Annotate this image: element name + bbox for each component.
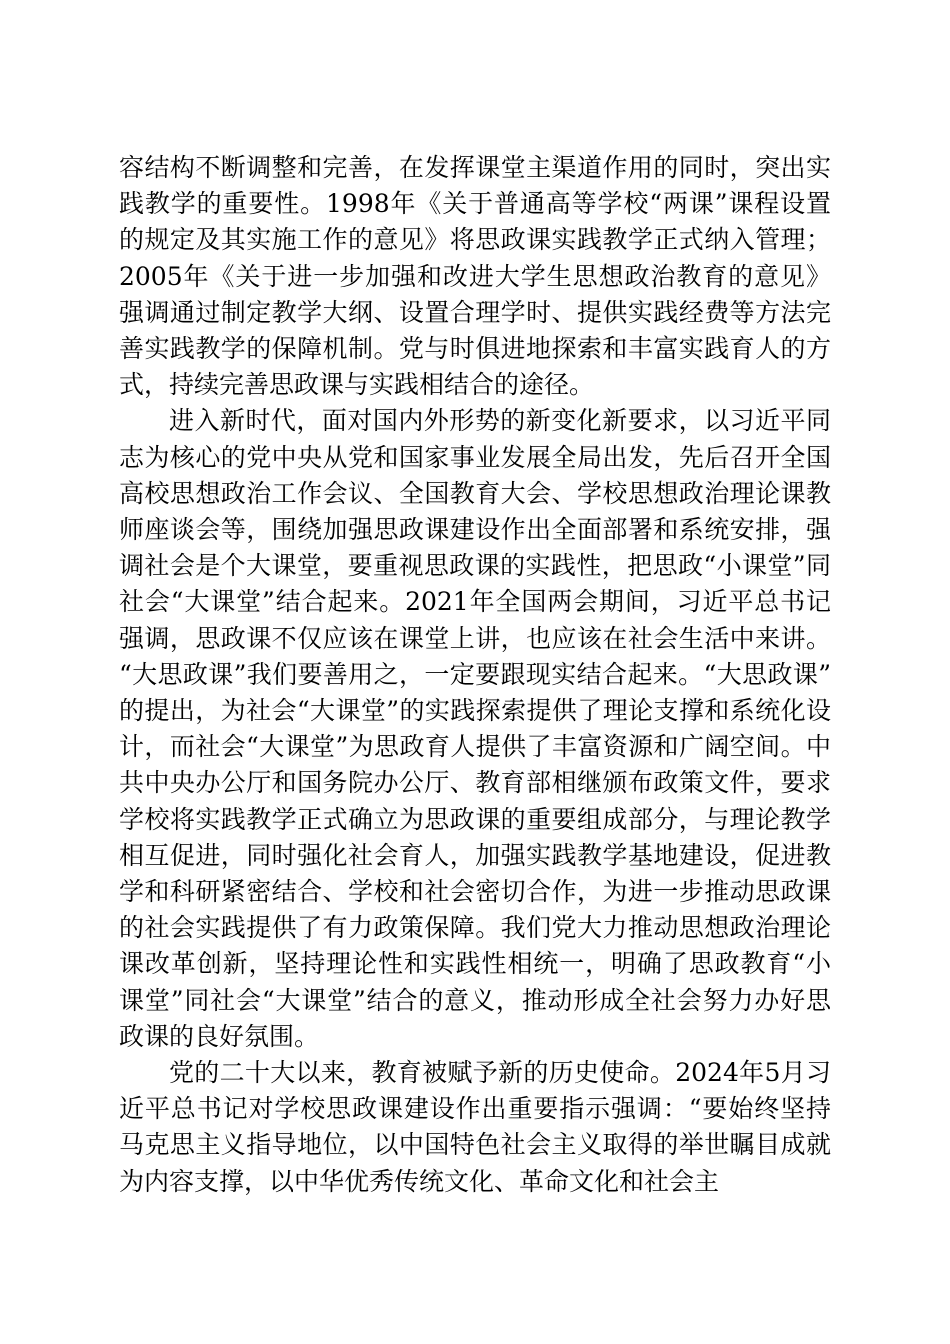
document-body <box>119 150 831 1200</box>
paragraph-3: 党的二十大以来，教育被赋予新的历史使命。2024年5月习近平总书记对学校思政课建设作出重要指示强调：“要始终坚持马克思主义指导地位，以中国特色社会主义取得的举世瞩目成就为内容支撑，以中华优秀传统文化、革命文化和社会主 <box>119 1058 831 1196</box>
paragraph-2: 进入新时代，面对国内外形势的新变化新要求，以习近平同志为核心的党中央从党和国家事业发展全局出发，先后召开全国高校思想政治工作会议、全国教育大会、学校思想政治理论课教师座谈会等，围绕加强思政课建设作出全面部署和系统安排，强调社会是个大课堂，要重视思政课的实践性，把思政“小课堂”同社会“大课堂”结合起来。2021年全国两会期间，习近平总书记强调，思政课不仅应该在课堂上讲，也应该在社会生活中来讲。“大思政课”我们要善用之，一定要跟现实结合起来。“大思政课”的提出，为社会“大课堂”的实践探索提供了理论支撑和系统化设计，而社会“大课堂”为思政育人提供了丰富资源和广阔空间。中共中央办公厅和国务院办公厅、教育部相继颁布政策文件，要求学校将实践教学正式确立为思政课的重要组成部分，与理论教学相互促进，同时强化社会育人，加强实践教学基地建设，促进教学和科研紧密结合、学校和社会密切合作，为进一步推动思政课的社会实践提供了有力政策保障。我们党大力推动思想政治理论课改革创新，坚持理论性和实践性相统一，明确了思政教育“小课堂”同社会“大课堂”结合的意义，推动形成全社会努力办好思政课的良好氛围。 <box>119 406 831 1051</box>
paragraph-1: 容结构不断调整和完善，在发挥课堂主渠道作用的同时，突出实践教学的重要性。1998年《关于普通高等学校“两课”课程设置的规定及其实施工作的意见》将思政课实践教学正式纳入管理；2005年《关于进一步加强和改进大学生思想政治教育的意见》强调通过制定教学大纲、设置合理学时、提供实践经费等方法完善实践教学的保障机制。党与时俱进地探索和丰富实践育人的方式，持续完善思政课与实践相结合的途径。 <box>119 153 831 400</box>
